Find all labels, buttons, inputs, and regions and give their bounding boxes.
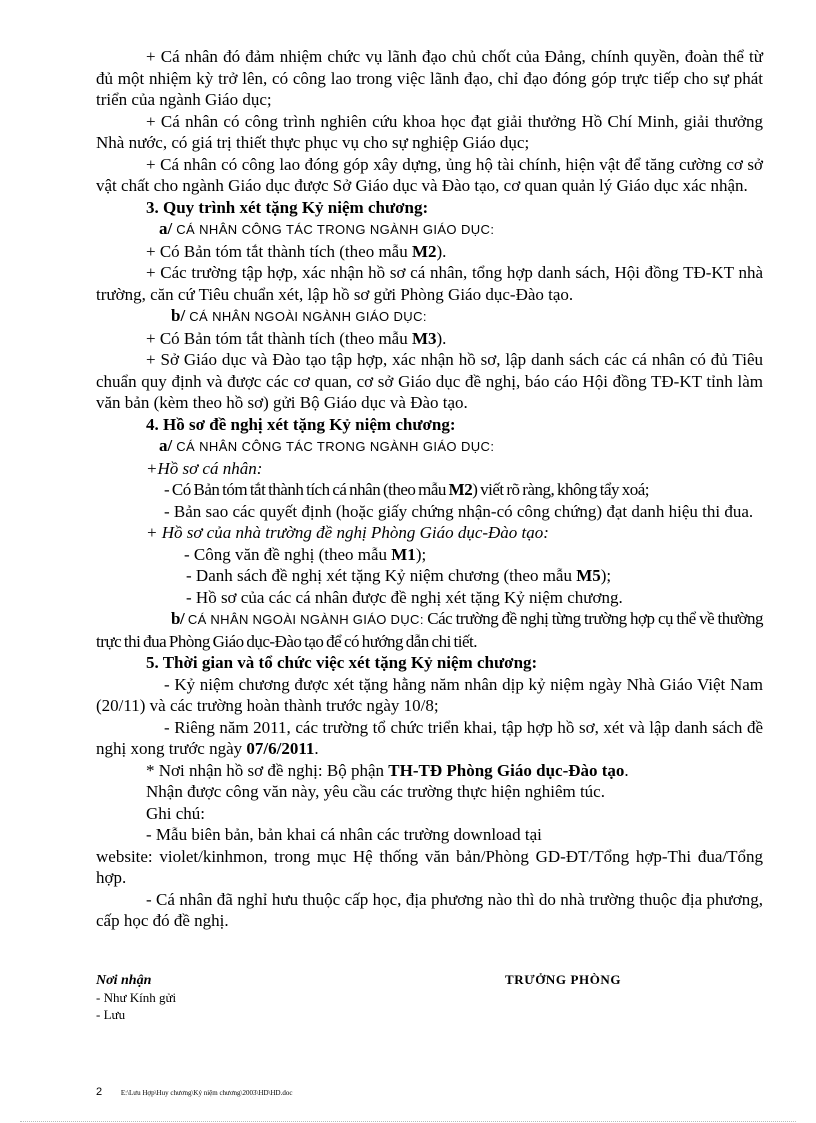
page-footer [96, 1080, 292, 1100]
signer-title: TRƯỞNG PHÒNG [505, 972, 622, 987]
criteria-paragraph-3: + Cá nhân có công lao đóng góp xây dựng, ủng hộ tài chính, hiện vật để tăng cường cơ sở vật chất cho ngành Giáo dục được Sở Giáo dục và Đào tạo, cơ quan quản lý Giáo dục xác nhận. [96, 154, 763, 195]
section-5-heading: 5. Thời gian và tổ chức việc xét tặng Kỷ niệm chương: [146, 653, 538, 672]
recipient-item: - Lưu [96, 1007, 126, 1022]
page-bottom-divider [20, 1121, 796, 1122]
recipients-title: Nơi nhận [96, 973, 152, 988]
criteria-paragraph-2: + Cá nhân có công trình nghiên cứu khoa học đạt giải thưởng Hồ Chí Minh, giải thưởng Nhà nước, có giá trị thiết thực phục vụ cho sự nghiệp Giáo dục; [96, 111, 763, 152]
section-5-item-2: - Riêng năm 2011, các trường tổ chức triển khai, tập hợp hồ sơ, xét và lập danh sách đề nghị xong trước ngày 07/6/2011. [96, 717, 763, 758]
section-4b-text: Các trường đề nghị từng trường hợp cụ thể về thường trực thi đua Phòng Giáo dục-Đào tạo để có hướng dẫn chi tiết. [96, 609, 763, 651]
compliance-request: Nhận được công văn này, yêu cầu các trường thực hiện nghiêm túc. [146, 782, 605, 801]
section-3b-text: CÁ NHÂN NGOÀI NGÀNH GIÁO DỤC: [185, 309, 427, 324]
personal-file-item-1: - Có Bản tóm tắt thành tích cá nhân (theo mẫu M2) viết rõ ràng, không tẩy xoá; [164, 480, 650, 499]
document-body [96, 46, 763, 932]
personal-file-label: +Hồ sơ cá nhân: [146, 458, 263, 478]
note-item-2: - Cá nhân đã nghỉ hưu thuộc cấp học, địa phương nào thì do nhà trường thuộc địa phương, cấp học đó đề nghị. [96, 889, 763, 930]
section-3a-title [96, 218, 763, 241]
section-3a-text: CÁ NHÂN CÔNG TÁC TRONG NGÀNH GIÁO DỤC: [172, 222, 495, 237]
section-3b-label: b/ [171, 306, 186, 325]
section-3a-item-1: + Có Bản tóm tắt thành tích (theo mẫu M2). [146, 241, 447, 261]
section-4-heading: 4. Hồ sơ đề nghị xét tặng Kỷ niệm chương: [146, 414, 456, 434]
criteria-paragraph-1: + Cá nhân đó đảm nhiệm chức vụ lãnh đạo chủ chốt của Đảng, chính quyền, đoàn thể từ đủ một nhiệm kỳ trở lên, có công lao trong việc lãnh đạo, chỉ đạo đóng góp trực tiếp cho sự phát triển của ngành Giáo dục; [96, 47, 763, 109]
note-item-1: - Mẫu biên bản, bản khai cá nhân các trường download tại [146, 825, 542, 844]
section-3a-label: a/ [159, 219, 173, 238]
section-4b-paragraph [96, 608, 763, 652]
section-4a-label: a/ [159, 436, 173, 455]
section-3b-item-1: + Có Bản tóm tắt thành tích (theo mẫu M3). [146, 328, 447, 348]
section-3b-title [96, 305, 763, 328]
school-file-item-1: - Công văn đề nghị (theo mẫu M1); [184, 544, 427, 564]
school-file-item-2: - Danh sách đề nghị xét tặng Kỷ niệm chương (theo mẫu M5); [186, 566, 612, 585]
file-path: E:\Lưu Hợp\Huy chương\Kỷ niệm chương\2003\HD\HD.doc [120, 1089, 293, 1097]
section-4a-title [96, 435, 763, 458]
section-3b-item-2: + Sở Giáo dục và Đào tạo tập hợp, xác nhận hồ sơ, lập danh sách các cá nhân có đủ Tiêu chuẩn quy định và được các cơ quan, cơ sở Giáo dục đề nghị, báo cáo Hội đồng TĐ-KT tỉnh làm văn bản (kèm theo hồ sơ) gửi Bộ Giáo dục và Đào tạo. [96, 350, 763, 412]
school-file-item-3: - Hồ sơ của các cá nhân được đề nghị xét tặng Kỷ niệm chương. [186, 587, 623, 607]
personal-file-item-2: - Bản sao các quyết định (hoặc giấy chứng nhận-có công chứng) đạt danh hiệu thi đua. [164, 501, 754, 521]
section-5-item-1: - Kỷ niệm chương được xét tặng hằng năm nhân dịp kỷ niệm ngày Nhà Giáo Việt Nam (20/11) và các trường hoàn thành trước ngày 10/8; [96, 674, 763, 715]
section-3a-item-2: + Các trường tập hợp, xác nhận hồ sơ cá nhân, tổng hợp danh sách, Hội đồng TĐ-KT nhà trường, căn cứ Tiêu chuẩn xét, lập hồ sơ gửi Phòng Giáo dục-Đào tạo. [96, 263, 763, 304]
page-number: 2 [96, 1086, 103, 1098]
receive-location: * Nơi nhận hồ sơ đề nghị: Bộ phận TH-TĐ Phòng Giáo dục-Đào tạo. [146, 760, 629, 780]
note-item-1-continued: website: violet/kinhmon, trong mục Hệ thống văn bản/Phòng GD-ĐT/Tổng hợp-Thi đua/Tổng hợp. [96, 846, 763, 887]
recipient-item: - Như Kính gửi [96, 990, 177, 1005]
note-label: Ghi chú: [146, 803, 206, 823]
section-4a-text: CÁ NHÂN CÔNG TÁC TRONG NGÀNH GIÁO DỤC: [172, 439, 495, 454]
recipients-block [96, 972, 346, 1023]
school-file-label: + Hồ sơ của nhà trường đề nghị Phòng Giáo dục-Đào tạo: [146, 523, 549, 542]
section-4b-label: b/ [171, 609, 185, 628]
section-3-heading: 3. Quy trình xét tặng Kỷ niệm chương: [146, 197, 429, 217]
section-4b-title: CÁ NHÂN NGOÀI NGÀNH GIÁO DỤC: [184, 612, 424, 627]
